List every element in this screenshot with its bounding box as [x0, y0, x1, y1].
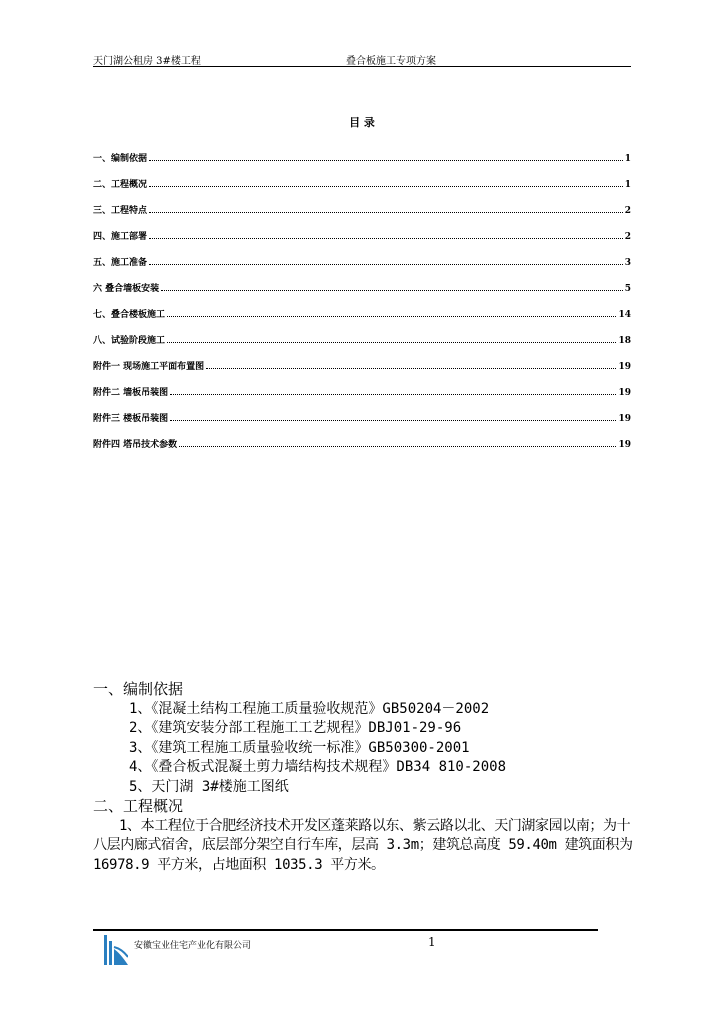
toc-entry[interactable]: 五、施工准备 3: [93, 258, 631, 268]
toc-entry[interactable]: 附件二 墙板吊装图 19: [93, 388, 631, 398]
company-logo-icon: [104, 935, 128, 965]
toc-entry[interactable]: 附件三 楼板吊装图 19: [93, 414, 631, 424]
toc-entry[interactable]: 七、叠合楼板施工 14: [93, 310, 631, 320]
footer-divider: [93, 929, 598, 931]
overview-paragraph: 1、本工程位于合肥经济技术开发区蓬莱路以东、紫云路以北、天门湖家园以南；为十八层内廊式宿舍，底层部分架空自行车库，层高 3.3m；建筑总高度 59.40m 建筑面积为 16978.9 平方米，占地面积 1035.3 平方米。: [93, 817, 633, 873]
page-number: 1: [428, 935, 436, 949]
header-document-title: 叠合板施工专项方案: [346, 56, 436, 67]
toc-entry[interactable]: 四、施工部署 2: [93, 232, 631, 242]
toc-entry[interactable]: 附件四 塔吊技术参数 19: [93, 440, 631, 450]
section-heading-basis: 一、编制依据: [93, 680, 184, 698]
reference-item: 4、《叠合板式混凝土剪力墙结构技术规程》DB34 810-2008: [129, 759, 507, 775]
toc-entry[interactable]: 八、试验阶段施工 18: [93, 336, 631, 346]
toc-entry[interactable]: 一、编制依据 1: [93, 154, 631, 164]
reference-item: 1、《混凝土结构工程施工质量验收规范》GB50204－2002: [129, 700, 490, 717]
toc-entry[interactable]: 三、工程特点 2: [93, 206, 631, 216]
page-header: [93, 50, 631, 67]
reference-item: 2、《建筑安装分部工程施工工艺规程》DBJ01-29-96: [129, 720, 462, 736]
document-body: [93, 680, 633, 875]
section-heading-overview: 二、工程概况: [93, 797, 184, 815]
table-of-contents: [93, 138, 631, 450]
reference-item: 5、天门湖 3#楼施工图纸: [129, 778, 289, 795]
toc-title: 目 录: [349, 116, 375, 129]
company-name: 安徽宝业住宅产业化有限公司: [134, 941, 252, 951]
toc-entry[interactable]: 附件一 现场施工平面布置图 19: [93, 362, 631, 372]
toc-entry[interactable]: 六 叠合墙板安装 5: [93, 284, 631, 294]
toc-entry[interactable]: 二、工程概况 1: [93, 180, 631, 190]
reference-item: 3、《建筑工程施工质量验收统一标准》GB50300-2001: [129, 739, 470, 756]
header-project-name: 天门湖公租房 3#楼工程: [93, 56, 201, 67]
